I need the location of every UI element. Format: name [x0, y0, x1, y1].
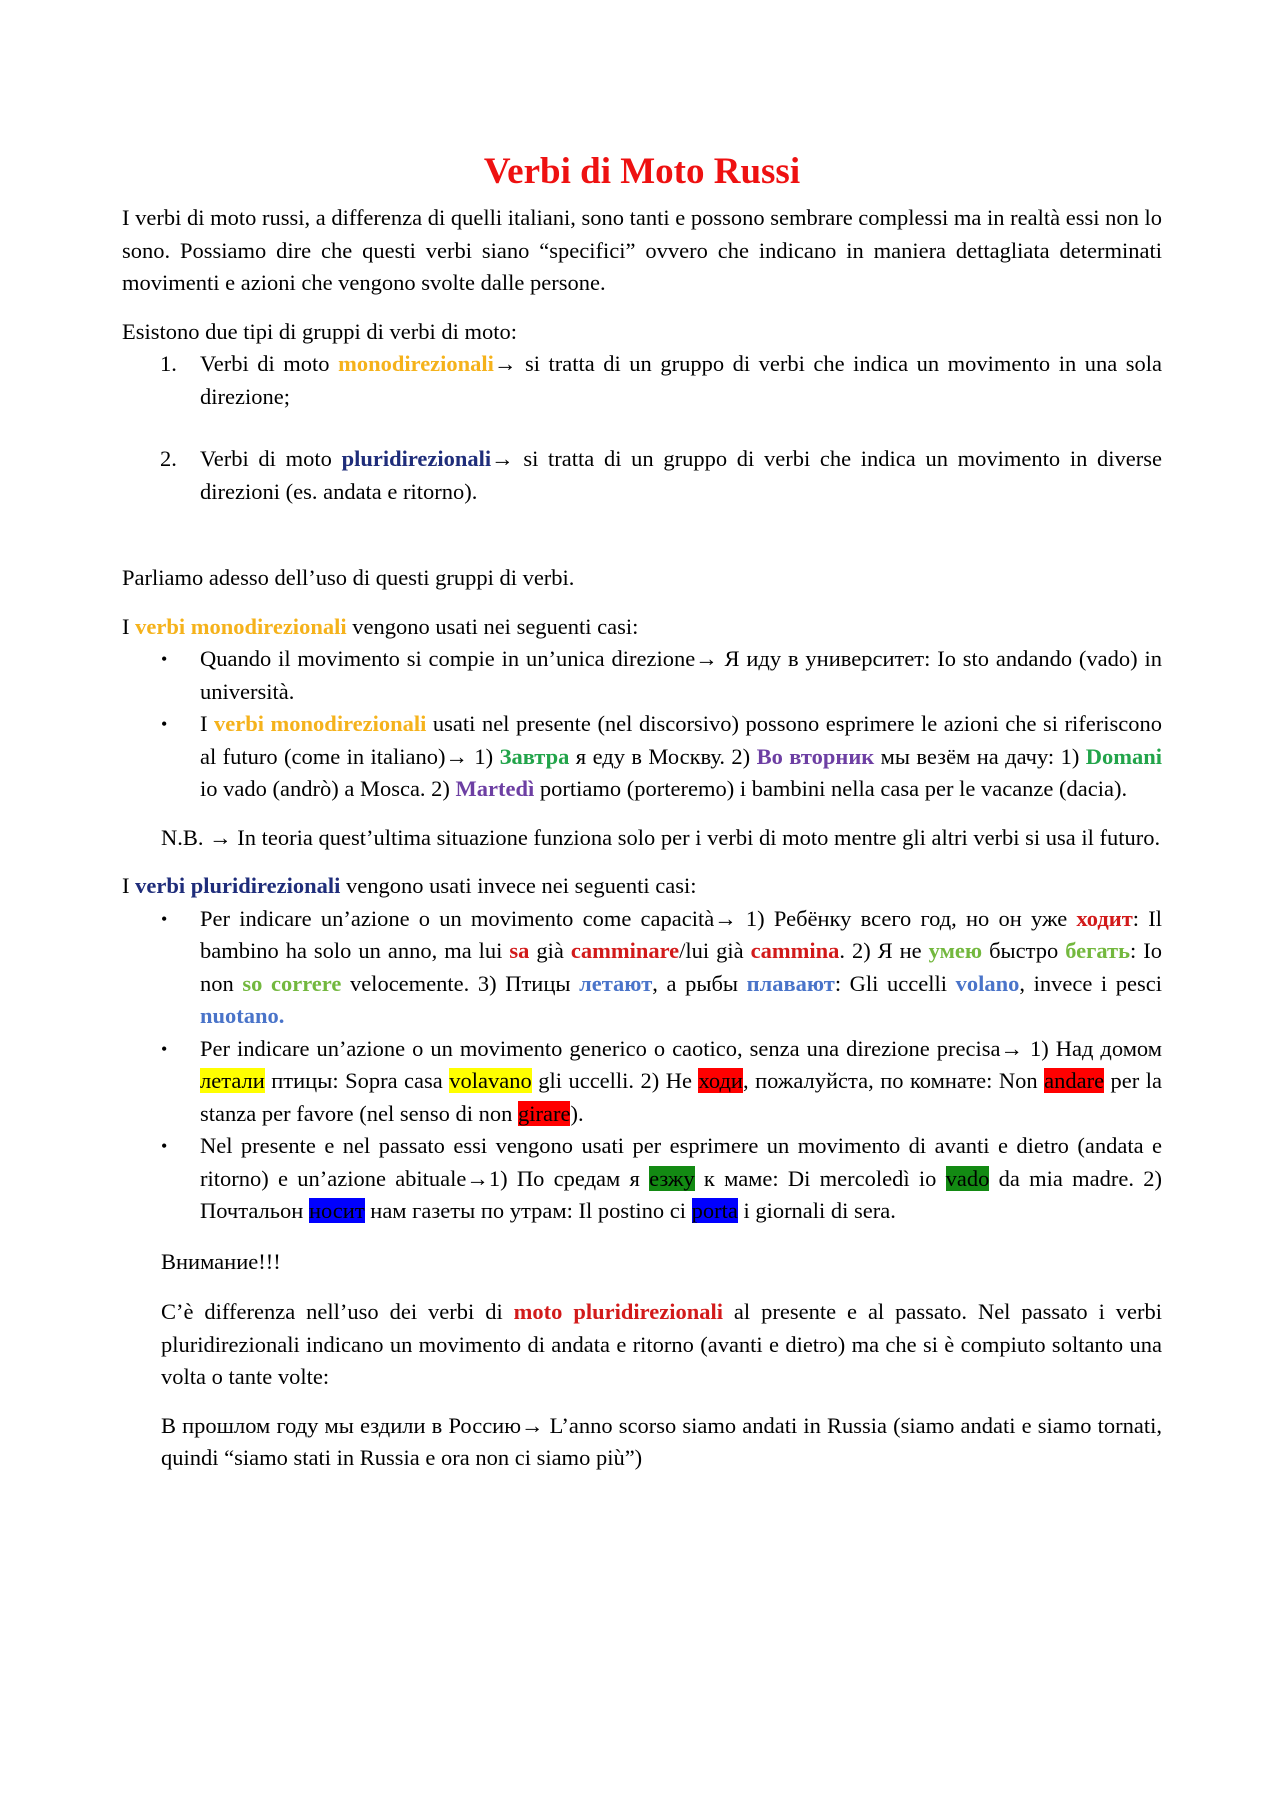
list-item: 1. Verbi di moto monodirezionali→ si tratta di un gruppo di verbi che indica un movimento in una sola direzione;	[122, 348, 1162, 413]
term-pluridirezionali: pluridirezionali	[341, 446, 492, 471]
arrow-icon: →	[1000, 1035, 1024, 1061]
term-verbi-pluridirezionali: verbi pluridirezionali	[135, 873, 341, 898]
example-paragraph: В прошлом году мы ездили в Россию→ L’anno scorso siamo andati in Russia (siamo andati e siamo tornati, quindi “siamo stati in Russia e ora non ci siamo più”)	[161, 1412, 1162, 1470]
list-item: • Nel presente e nel passato essi vengono usati per esprimere un movimento di avanti e dietro (andata e ritorno) e un’azione abituale→1) По средам я езжу к маме: Di mercoledì io vado da mia madre. 2) Почтальон носит нам газеты по утрам: Il postino ci porta i giornali di sera.	[122, 1130, 1162, 1228]
list-item: • Quando il movimento si compie in un’unica direzione→ Я иду в университет: Io sto andando (vado) in università.	[122, 643, 1162, 708]
term-monodirezionali: monodirezionali	[338, 351, 494, 376]
intro-paragraph: I verbi di moto russi, a differenza di quelli italiani, sono tanti e possono sembrare complessi ma in realtà essi non lo sono. Possiamo dire che questi verbi siano “specifici” ovvero che indicano in maniera dettagliata determinati movimenti e azioni che vengono svolte dalle persone.	[122, 205, 1162, 295]
list-item: • I verbi monodirezionali usati nel presente (nel discorsivo) possono esprimere le azioni che si riferiscono al futuro (come in italiano)→ 1) Завтра я еду в Москву. 2) Во вторник мы везём на дачу: 1) Domani io vado (andrò) a Mosca. 2) Martedì portiamo (porteremo) i bambini nella casa per le vacanze (dacia).	[122, 708, 1162, 806]
arrow-icon: →	[445, 743, 469, 769]
list-number: 2.	[160, 446, 177, 471]
difference-paragraph: C’è differenza nell’uso dei verbi di moto pluridirezionali al presente e al passato. Nel passato i verbi pluridirezionali indicano un movimento di andata e ritorno (avanti e dietro) ma che si è compiuto soltanto una volta o tante volte:	[161, 1299, 1162, 1389]
term-moto-pluridirezionali: moto pluridirezionali	[513, 1299, 723, 1324]
bullet-icon: •	[161, 908, 168, 929]
arrow-icon: →	[714, 905, 737, 931]
list-item: 2. Verbi di moto pluridirezionali→ si tratta di un gruppo di verbi che indica un movimento in diverse direzioni (es. andata e ritorno).	[122, 443, 1162, 508]
bullet-icon: •	[161, 1038, 168, 1059]
mono-bullets	[122, 643, 1162, 806]
arrow-icon: →	[209, 824, 232, 850]
groups-intro: Esistono due tipi di gruppi di verbi di moto:	[122, 318, 517, 344]
pluri-bullets	[122, 903, 1162, 1228]
arrow-icon: →	[491, 446, 514, 471]
arrow-icon: →	[493, 351, 517, 376]
list-item: • Per indicare un’azione o un movimento generico o caotico, senza una direzione precisa→ 1) Над домом летали птицы: Sopra casa volavano gli uccelli. 2) Не ходи, пожалуйста, по комнате: Non andare per la stanza per favore (nel senso di non girare).	[122, 1033, 1162, 1131]
nb-note: N.B. → In teoria quest’ultima situazione funziona solo per i verbi di moto mentre gli altri verbi si usa il futuro.	[161, 824, 1161, 850]
mono-lead: I verbi monodirezionali vengono usati nei seguenti casi:	[122, 613, 639, 639]
attention-heading: Внимание!!!	[161, 1248, 281, 1274]
arrow-icon: →	[521, 1412, 544, 1438]
groups-list	[122, 348, 1162, 508]
bullet-icon: •	[161, 649, 168, 669]
list-item: • Per indicare un’azione o un movimento come capacità→ 1) Ребёнку всего год, но он уже ходит: Il bambino ha solo un anno, ma lui sa già camminare/lui già cammina. 2) Я не умею быстро бегать: Io non so correre velocemente. 3) Птицы летают, а рыбы плавают: Gli uccelli volano, invece i pesci nuotano.	[122, 903, 1162, 1033]
pluri-lead: I verbi pluridirezionali vengono usati invece nei seguenti casi:	[122, 873, 697, 898]
document-page	[122, 150, 1162, 1475]
usage-intro: Parliamo adesso dell’uso di questi gruppi di verbi.	[122, 565, 575, 590]
term-verbi-monodirezionali: verbi monodirezionali	[135, 613, 347, 639]
list-number: 1.	[160, 351, 177, 376]
arrow-icon: →	[695, 646, 718, 671]
arrow-icon: →	[466, 1165, 489, 1191]
bullet-icon: •	[161, 1136, 168, 1156]
page-title: Verbi di Moto Russi	[483, 151, 801, 192]
bullet-icon: •	[161, 714, 168, 734]
